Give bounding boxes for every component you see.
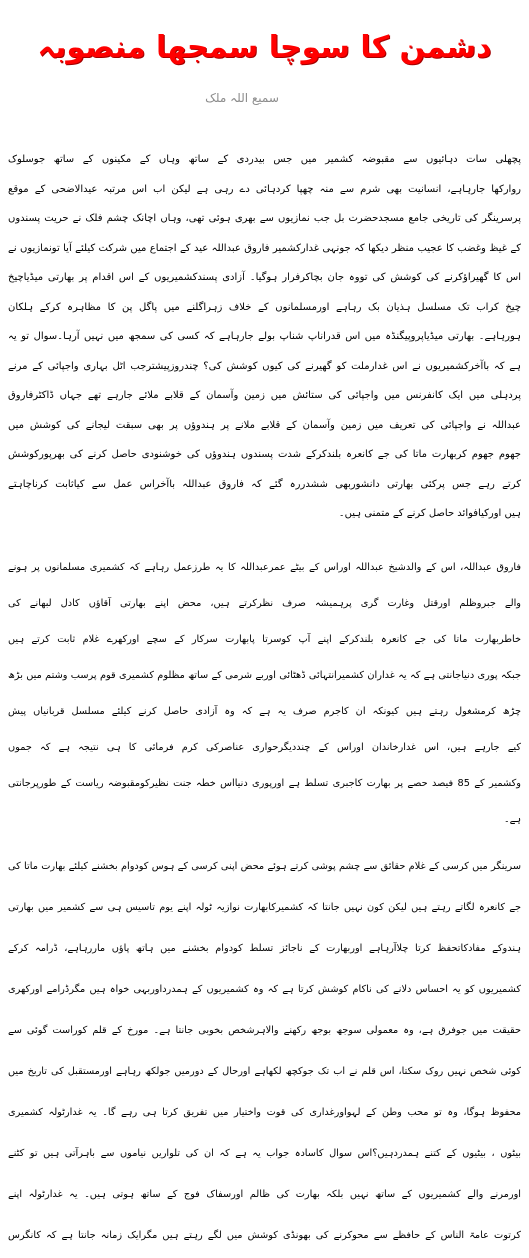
text-line: ہندوکے مفادکاتحفظ کرتا چلاآرہاہے اوربھارت کے ناجائز تسلط کودوام بخشنے میں ہاتھ پاؤں ماررہاہے، ڈرامہ کرکے bbox=[8, 943, 521, 954]
text-line: محفوظ ہوگا، وہ تو محب وطن کے لہواورغداری کی قوت واختیار میں تفریق کرتا ہی رہے گا۔ یہ غدارٹولہ کشمیری bbox=[8, 1107, 521, 1118]
text-line: جے کانعرہ لگاتے رہتے ہیں لیکن کون نہیں جانتا کہ کشمیرکابھارت نوازیہ ٹولہ اپنے یوم تاسیس ہی سے کشمیر میں بھارتی bbox=[8, 902, 521, 913]
author-byline: سمیع اللہ ملک bbox=[205, 91, 279, 105]
text-line: ہورہاہے۔ بھارتی میڈیاپروپیگنڈہ میں اس قدراناپ شناپ بولے جارہاہے کہ کسی کی سمجھ میں نہیں آرہا۔سوال تو یہ bbox=[8, 331, 521, 342]
text-line: اورمرنے والے کشمیریوں کے ساتھ نہیں بلکہ بھارت کی ظالم اورسفاک فوج کے ساتھ ہوتی ہیں۔ یہ غدارٹولہ اپنے bbox=[8, 1189, 521, 1200]
text-line: کشمیریوں کو یہ احساس دلانے کی ناکام کوشش کرتا ہے کہ وہ کشمیریوں کے ہمدرداوربہی خواہ ہیں مگرڈرامے اورکھری bbox=[8, 984, 521, 995]
paragraph-3 bbox=[8, 846, 521, 1256]
text-line: کیے جارہے ہیں، اس غدارخاندان اوراس کے چنددیگرحواری عناصرکی کرم فرمائی کا ہی نتیجہ ہے کہ جموں bbox=[8, 742, 521, 753]
text-line: کرتے رہے جس پرکئی بھارتی دانشوربھی ششدررہ گئے کہ فاروق عبداللہ باآخراس عمل سے کیاثابت کرناچاہتے bbox=[8, 478, 521, 490]
text-line: کرتوت عامۃ الناس کے حافظے سے محوکرنے کی بھونڈی کوشش میں لگے رہتے ہیں مگرایک زمانہ جانتا ہے کہ کانگرس bbox=[8, 1230, 521, 1241]
paragraph-2 bbox=[8, 550, 521, 838]
text-line: عبداللہ نے واجپائی کی تعریف میں زمین وآسمان کے قلابے ملانے پر ہندوؤں پر بھی سبقت لیجانے کی کوشش میں bbox=[8, 419, 521, 431]
text-line: سرینگر میں کرسی کے غلام حقائق سے چشم پوشی کرتے ہوئے محض اپنی کرسی کے ہوس کودوام بخشنے کیلئے بھارت ماتا کی bbox=[8, 861, 521, 872]
text-line: فاروق عبداللہ، اس کے والدشیخ عبداللہ اوراس کے بیٹے عمرعبداللہ کا یہ طرزعمل رہاہے کہ کشمیری مسلمانوں پر ہونے bbox=[8, 562, 521, 573]
text-line: چیخ کراب تک مسلسل ہذیان بک رہاہے اورمسلمانوں کے خلاف زہراگلنے میں پاگل پن کا مظاہرہ کرکے ہلکان bbox=[8, 301, 521, 313]
text-line: کوئی شخص نہیں روک سکتا، اس قلم نے اب تک جوکچھ لکھاہے اورحال کے دورمیں جولکھ رہاہے اورمستقبل کی تاریخ میں bbox=[8, 1066, 521, 1077]
text-line: روارکھا جارہاہے، انسانیت بھی شرم سے منہ چھپا کردہائی دے رہی ہے لیکن اب اس مرتبہ عیدالاضحی کے موقع bbox=[8, 183, 521, 195]
paragraph-1 bbox=[8, 145, 521, 529]
article-title: دشمن کا سوچا سمجھا منصوبہ bbox=[37, 30, 492, 65]
text-line: بیٹوں ، بیٹیوں کے کتنے ہمدردہیں؟اس سوال کاسادہ جواب یہ ہے کہ ان کی تلواریں نیاموں سے باہرآتی ہیں تو کٹنے bbox=[8, 1148, 521, 1159]
text-line: چڑھ کرمشغول رہتے ہیں کیونکہ ان کاجرم صرف یہ ہے کہ وہ آزادی حاصل کرنے کیلئے مسلسل قربانیاں پیش bbox=[8, 706, 521, 717]
text-line: ہے کہ باآخرکشمیریوں نے اس غدارملت کو گھیرنے کی کیوں کوشش کی؟ چندروزپیشترجب اٹل بہاری واجپائی کے مرنے bbox=[8, 360, 521, 372]
text-line: خاطربھارت ماتا کی جے کانعرہ بلندکرکے اپنے آپ کوسرتا پابھارت سرکار کے سچے اورکھرے غلام ثابت کرتے ہیں bbox=[8, 634, 521, 645]
text-line: جبکہ پوری دنیاجانتی ہے کہ یہ غداران کشمیرانتہائی ڈھٹائی اوربے شرمی کے ساتھ مظلوم کشمیری قوم پرسب وشتم میں بڑھ bbox=[8, 670, 521, 681]
text-line: ہیں اورکیافوائد حاصل کرنے کے متمنی ہیں۔ bbox=[338, 508, 521, 519]
text-line: پچھلی سات دہائیوں سے مقبوضہ کشمیر میں جس بیدردی کے ساتھ وہاں کے مکینوں کے ساتھ جوسلوک bbox=[8, 154, 521, 165]
text-line: حقیقت میں جوفرق ہے، وہ معمولی سوجھ بوجھ رکھنے والاہرشخص بخوبی جانتا ہے۔ مورخ کے قلم کوراست گوئی سے bbox=[8, 1025, 521, 1036]
text-line: اس کا گھیراؤکرنے کی کوشش کی تووہ جان بچاکرفرار ہوگیا۔ آزادی پسندکشمیریوں کے اس اقدام پر بھارتی میڈیاچیخ bbox=[8, 272, 521, 283]
text-line: کے غیظ وغضب کا عجیب منظر دیکھا کہ جونہی غدارکشمیر فاروق عبداللہ عید کے اجتماع میں شرکت کیلئے آیا تونمازیوں نے bbox=[8, 242, 521, 254]
text-line: جھوم جھوم کربھارت ماتا کی جے کانعرہ بلندکرکے شدت پسندوں ہندوؤں کی خوشنودی حاصل کرنے کی بھرپورکوشش bbox=[8, 449, 521, 460]
text-line: ہے۔ bbox=[503, 814, 521, 825]
text-line: پرسرینگر کی تاریخی جامع مسجدحضرت بل جب نمازیوں سے بھری ہوئی تھی، وہاں اچانک چشم فلک نے حریت پسندوں bbox=[8, 213, 521, 224]
text-line: وکشمیر کے 85 فیصد حصے پر بھارت کاجبری تسلط ہے اورپوری دنیااس خطہ جنت نظیرکومقبوضہ ریاست کے طورپرجانتی bbox=[8, 778, 521, 789]
text-line: پردہلی میں ایک کانفرنس میں واجپائی کی ستائش میں زمین وآسمان کے قلابے ملائے جارہے تھے جہاں ڈاکٹرفاروق bbox=[8, 390, 521, 401]
text-line: والے جبروظلم اورقتل وغارت گری پرہمیشہ صرف نظرکرتے ہیں، محض اپنے بھارتی آقاؤں کادل لبھانے کی bbox=[8, 598, 521, 609]
